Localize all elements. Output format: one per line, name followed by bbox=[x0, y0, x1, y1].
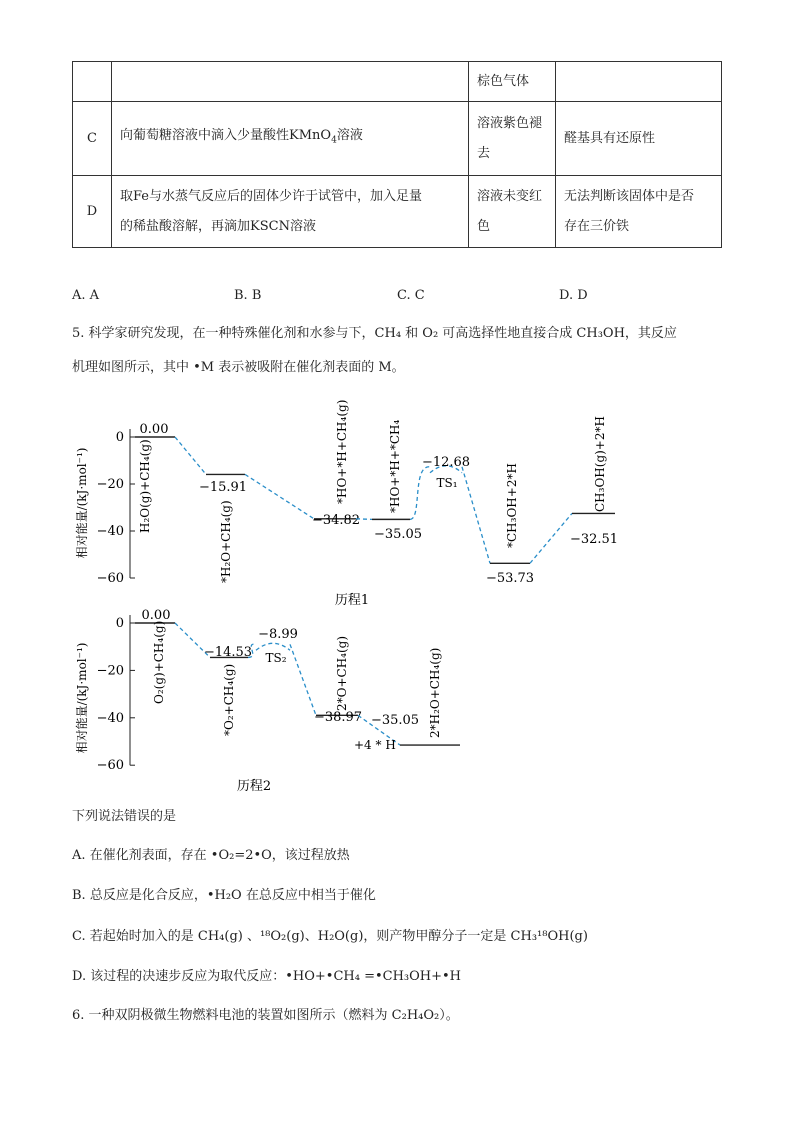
y-tick-label: −20 bbox=[96, 663, 124, 679]
energy-diagram-2 bbox=[70, 608, 490, 798]
q4-options bbox=[72, 288, 722, 308]
state-label: *H₂O+CH₄(g) bbox=[219, 500, 233, 583]
table-cell bbox=[112, 62, 469, 102]
state-label: *CH₃OH+2*H bbox=[505, 463, 519, 548]
y-axis-label: 相对能量/(kJ·mol⁻¹) bbox=[75, 447, 89, 559]
y-tick-label: 0 bbox=[115, 616, 124, 631]
q5-question: 下列说法错误的是 bbox=[72, 809, 177, 824]
y-tick-label: 0 bbox=[115, 430, 124, 445]
option-c[interactable]: C. C bbox=[397, 288, 425, 303]
operation-text: 向葡萄糖溶液中滴入少量酸性 bbox=[120, 128, 290, 144]
energy-value-label: −38.97 bbox=[313, 710, 363, 725]
state-label: 2*O+CH₄(g) bbox=[335, 635, 349, 711]
conclusion-cell bbox=[556, 176, 722, 248]
option-a[interactable]: A. A bbox=[72, 288, 100, 303]
state-label: *O₂+CH₄(g) bbox=[222, 663, 236, 736]
option-b[interactable]: B. B bbox=[234, 288, 262, 303]
y-tick-label: −60 bbox=[96, 571, 124, 586]
chart-title: 历程1 bbox=[334, 593, 370, 608]
experiment-table bbox=[72, 61, 722, 248]
q6-stem: 6. 一种双阴极微生物燃料电池的装置如图所示（燃料为 C₂H₄O₂）。 bbox=[72, 1008, 459, 1023]
transition-connector bbox=[245, 474, 314, 518]
energy-value-label: −14.53 bbox=[203, 645, 253, 660]
energy-value-label: −15.91 bbox=[198, 480, 248, 495]
energy-value-label: −8.99 bbox=[258, 627, 298, 642]
state-label: TS₁ bbox=[436, 476, 458, 490]
q5-stem-line2: 机理如图所示，其中 •M 表示被吸附在催化剂表面的 M。 bbox=[72, 360, 405, 375]
state-label: *HO+*H+CH₄(g) bbox=[335, 399, 349, 504]
table-row bbox=[73, 176, 722, 248]
phenomenon-cell bbox=[469, 176, 556, 248]
energy-value-label: −35.05 bbox=[370, 713, 420, 728]
y-tick-label: −40 bbox=[96, 524, 124, 539]
transition-connector bbox=[356, 519, 372, 520]
y-tick-label: −20 bbox=[96, 477, 124, 492]
energy-value-label: −35.05 bbox=[373, 527, 423, 542]
table-cell bbox=[556, 62, 722, 102]
energy-levels bbox=[135, 608, 460, 745]
energy-levels bbox=[135, 400, 618, 586]
y-axis bbox=[97, 615, 135, 773]
option-d[interactable]: D. D bbox=[559, 288, 588, 303]
energy-value-label: −53.73 bbox=[485, 571, 535, 586]
operation-cell bbox=[112, 176, 469, 248]
operation-cell bbox=[112, 102, 469, 176]
energy-value-label: −32.51 bbox=[569, 532, 619, 547]
state-label: *HO+*H+*CH₄ bbox=[388, 419, 402, 513]
transition-connector bbox=[530, 513, 572, 563]
y-tick-label: −40 bbox=[96, 710, 124, 726]
row-label: D bbox=[73, 176, 112, 248]
conclusion-cell: 醛基具有还原性 bbox=[556, 102, 722, 176]
table-cell: 棕色气体 bbox=[469, 62, 556, 102]
phenomenon-line: 色 bbox=[477, 218, 491, 234]
state-label: 2*H₂O+CH₄(g) bbox=[428, 647, 442, 738]
operation-line: 的稀盐酸溶解，再滴加KSCN溶液 bbox=[120, 218, 316, 234]
y-axis-label: 相对能量/(kJ·mol⁻¹) bbox=[75, 642, 89, 754]
phenomenon-cell bbox=[469, 102, 556, 176]
state-label: H₂O(g)+CH₄(g) bbox=[138, 439, 152, 533]
conclusion-line: 存在三价铁 bbox=[564, 218, 630, 234]
conclusion-line: 无法判断该固体中是否 bbox=[564, 188, 695, 204]
transition-connector bbox=[290, 644, 316, 715]
transition-state-peak bbox=[256, 643, 290, 650]
chem-subscript: 4 bbox=[331, 135, 337, 146]
energy-value-label: −12.68 bbox=[421, 455, 471, 470]
q5-option-d[interactable]: D. 该过程的决速步反应为取代反应：•HO+•CH₄ =•CH₃OH+•H bbox=[72, 969, 462, 984]
phenomenon-line: 去 bbox=[477, 145, 491, 161]
y-tick-label: −60 bbox=[96, 758, 124, 774]
table-cell bbox=[73, 62, 112, 102]
state-label: O₂(g)+CH₄(g) bbox=[152, 620, 166, 704]
y-axis bbox=[97, 429, 135, 586]
table-row bbox=[73, 102, 722, 176]
chart-title: 历程2 bbox=[236, 779, 272, 794]
transition-connector bbox=[175, 437, 206, 474]
operation-text: 溶液 bbox=[336, 128, 363, 144]
operation-line: 取Fe与水蒸气反应后的固体少许于试管中，加入足量 bbox=[120, 188, 423, 204]
energy-value-label: −34.82 bbox=[311, 513, 361, 528]
energy-value-label: 0.00 bbox=[141, 608, 171, 623]
state-label: CH₃OH(g)+2*H bbox=[593, 416, 607, 512]
q5-option-a[interactable]: A. 在催化剂表面，存在 •O₂=2•O，该过程放热 bbox=[72, 848, 350, 863]
chem-formula: KMnO bbox=[289, 128, 332, 144]
energy-diagram-1 bbox=[70, 388, 670, 613]
table-row bbox=[73, 62, 722, 102]
transition-connector bbox=[462, 467, 490, 563]
phenomenon-line: 溶液紫色褪 bbox=[477, 115, 543, 131]
q5-option-c[interactable]: C. 若起始时加入的是 CH₄(g) 、¹⁸O₂(g)、H₂O(g)，则产物甲醇分子一定是 CH₃¹⁸OH(g) bbox=[72, 929, 588, 944]
row-label: C bbox=[73, 102, 112, 176]
state-label: TS₂ bbox=[265, 651, 287, 665]
transition-connector bbox=[410, 467, 430, 520]
q5-option-b[interactable]: B. 总反应是化合反应，•H₂O 在总反应中相当于催化 bbox=[72, 888, 376, 903]
q5-stem-line1: 5. 科学家研究发现，在一种特殊催化剂和水参与下，CH₄ 和 O₂ 可高选择性地直接合成 CH₃OH，其反应 bbox=[72, 326, 677, 341]
extra-note: +4 * H bbox=[354, 738, 396, 752]
phenomenon-line: 溶液未变红 bbox=[477, 188, 543, 204]
energy-value-label: 0.00 bbox=[139, 422, 169, 437]
